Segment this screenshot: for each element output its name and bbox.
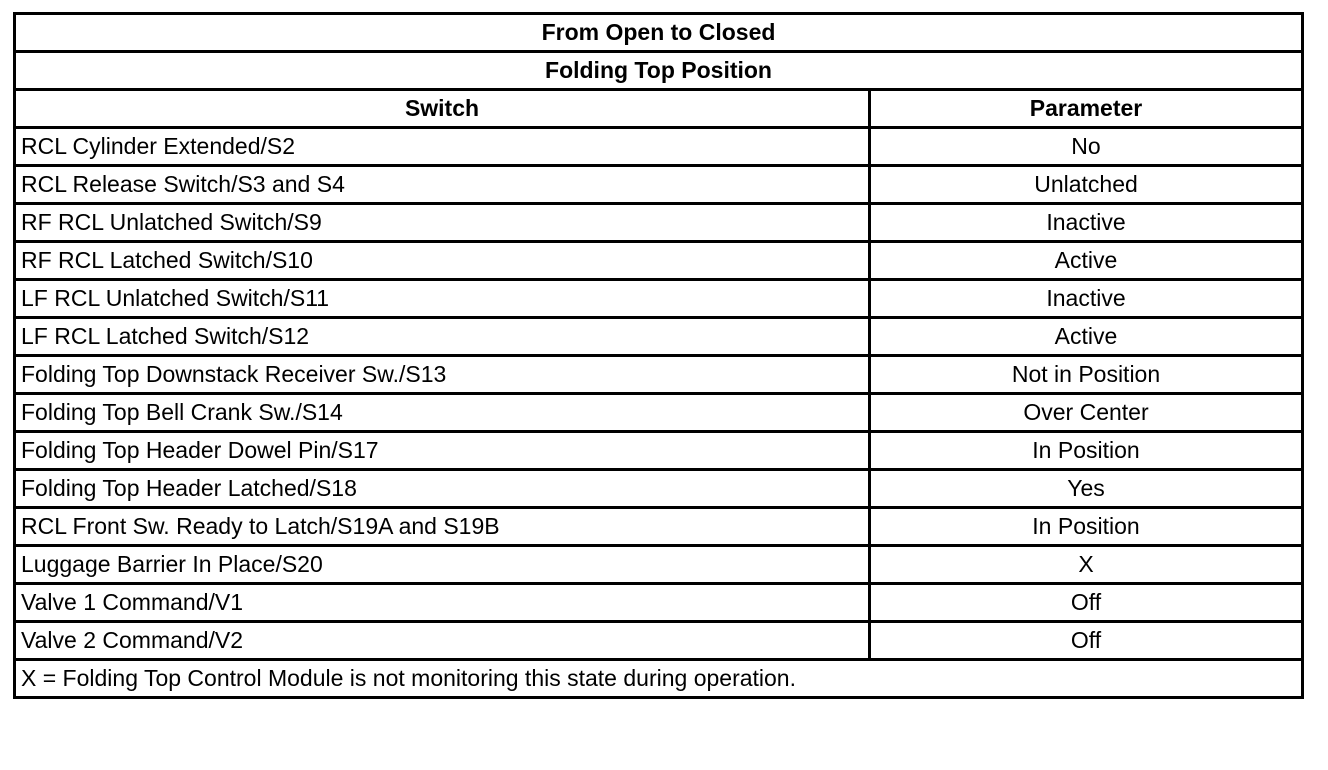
table-footnote: X = Folding Top Control Module is not monitoring this state during operation.	[15, 660, 1303, 698]
parameter-cell: In Position	[870, 432, 1303, 470]
table-row	[15, 622, 1303, 660]
parameter-cell: Inactive	[870, 204, 1303, 242]
parameter-cell: Inactive	[870, 280, 1303, 318]
parameter-cell: Off	[870, 584, 1303, 622]
table-row	[15, 280, 1303, 318]
table-row	[15, 584, 1303, 622]
switch-cell: Folding Top Bell Crank Sw./S14	[15, 394, 870, 432]
switch-cell: LF RCL Unlatched Switch/S11	[15, 280, 870, 318]
footnote-row	[15, 660, 1303, 698]
table-row	[15, 166, 1303, 204]
table-row	[15, 432, 1303, 470]
table-row	[15, 204, 1303, 242]
parameter-column-header: Parameter	[870, 90, 1303, 128]
parameter-cell: Off	[870, 622, 1303, 660]
switch-cell: RCL Release Switch/S3 and S4	[15, 166, 870, 204]
table-subtitle: Folding Top Position	[15, 52, 1303, 90]
switch-cell: LF RCL Latched Switch/S12	[15, 318, 870, 356]
switch-column-header: Switch	[15, 90, 870, 128]
parameter-cell: X	[870, 546, 1303, 584]
table-row	[15, 242, 1303, 280]
switch-cell: Luggage Barrier In Place/S20	[15, 546, 870, 584]
switch-cell: RCL Cylinder Extended/S2	[15, 128, 870, 166]
switch-cell: RF RCL Latched Switch/S10	[15, 242, 870, 280]
parameter-cell: Active	[870, 318, 1303, 356]
parameter-cell: No	[870, 128, 1303, 166]
table-row	[15, 508, 1303, 546]
table-row	[15, 356, 1303, 394]
header-row	[15, 90, 1303, 128]
parameter-cell: Unlatched	[870, 166, 1303, 204]
table-row	[15, 394, 1303, 432]
table-title: From Open to Closed	[15, 14, 1303, 52]
table-row	[15, 318, 1303, 356]
subtitle-row	[15, 52, 1303, 90]
parameter-cell: Yes	[870, 470, 1303, 508]
parameter-cell: In Position	[870, 508, 1303, 546]
table-row	[15, 546, 1303, 584]
switch-parameter-table	[13, 12, 1304, 699]
switch-cell: RCL Front Sw. Ready to Latch/S19A and S19B	[15, 508, 870, 546]
switch-cell: RF RCL Unlatched Switch/S9	[15, 204, 870, 242]
switch-cell: Folding Top Header Latched/S18	[15, 470, 870, 508]
title-row	[15, 14, 1303, 52]
switch-cell: Folding Top Downstack Receiver Sw./S13	[15, 356, 870, 394]
parameter-cell: Active	[870, 242, 1303, 280]
switch-cell: Folding Top Header Dowel Pin/S17	[15, 432, 870, 470]
parameter-cell: Over Center	[870, 394, 1303, 432]
switch-cell: Valve 2 Command/V2	[15, 622, 870, 660]
table-row	[15, 470, 1303, 508]
switch-cell: Valve 1 Command/V1	[15, 584, 870, 622]
parameter-cell: Not in Position	[870, 356, 1303, 394]
table-row	[15, 128, 1303, 166]
